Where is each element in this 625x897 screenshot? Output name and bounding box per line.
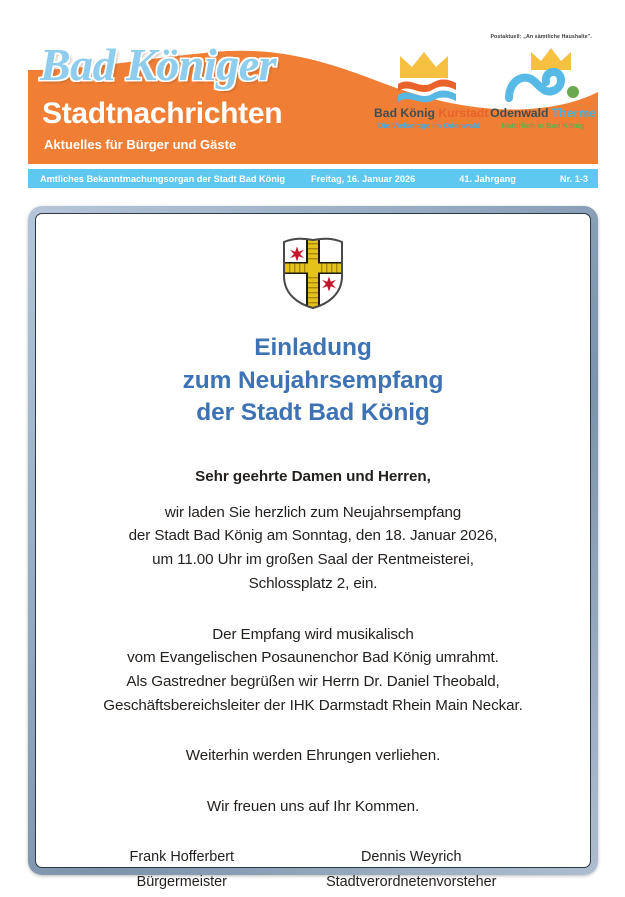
signature-mayor-name: Frank Hofferbert bbox=[129, 848, 235, 865]
paragraph-1-line-2: der Stadt Bad König am Sonntag, den 18. Januar 2026, bbox=[128, 527, 498, 545]
masthead-title: Bad Königer bbox=[40, 39, 277, 90]
headline-line-3: der Stadt Bad König bbox=[196, 399, 430, 427]
paragraph-closing bbox=[72, 795, 554, 819]
masthead-subtitle: Stadtnachrichten bbox=[42, 97, 283, 130]
paragraph-1-line-4: Schlossplatz 2, ein. bbox=[248, 574, 378, 592]
salutation: Sehr geehrte Damen und Herren, bbox=[195, 467, 431, 485]
headline-line-2: zum Neujahrsempfang bbox=[182, 366, 444, 394]
info-bar-volume: 41. Jahrgang bbox=[459, 173, 516, 184]
invitation-article bbox=[36, 214, 590, 895]
content-frame-inner bbox=[35, 213, 591, 890]
paragraph-2-line-4: Geschäftsbereichsleiter der IHK Darmstadt Rhein Main Neckar. bbox=[103, 696, 523, 714]
paragraph-programme bbox=[72, 623, 554, 718]
signature-mayor-role: Bürgermeister bbox=[136, 873, 227, 890]
masthead-tagline: Aktuelles für Bürger und Gäste bbox=[44, 137, 237, 152]
info-bar-number: Nr. 1-3 bbox=[559, 173, 588, 184]
crown-waves-icon bbox=[374, 44, 484, 106]
signature-chairman-role: Stadtverordnetenvorsteher bbox=[326, 873, 497, 890]
paragraph-honours bbox=[72, 744, 554, 768]
paragraph-invitation bbox=[72, 501, 554, 596]
signature-chairman bbox=[326, 845, 496, 895]
signature-block bbox=[72, 845, 554, 895]
paragraph-3-line-1: Weiterhin werden Ehrungen verliehen. bbox=[185, 747, 441, 765]
logo-claim-kurstadt: Die Vielseitige im Odenwald bbox=[377, 121, 481, 131]
page-title bbox=[72, 332, 554, 430]
paragraph-4-line-1: Wir freuen uns auf Ihr Kommen. bbox=[206, 798, 420, 816]
logo-claim-therme: Natürlich in Bad König bbox=[501, 121, 585, 131]
headline-line-1: Einladung bbox=[254, 334, 372, 361]
content-frame bbox=[28, 206, 598, 890]
bad-koenig-coat-of-arms-icon bbox=[280, 236, 346, 310]
paragraph-2-line-2: vom Evangelischen Posaunenchor Bad König umrahmt. bbox=[127, 649, 499, 667]
crown-wave-swirl-icon bbox=[488, 44, 598, 106]
masthead bbox=[28, 36, 598, 164]
partner-logos bbox=[374, 44, 598, 130]
logo-bad-koenig-kurstadt[interactable] bbox=[374, 44, 489, 131]
paragraph-2-line-3: Als Gastredner begrüßen wir Herrn Dr. Daniel Theobald, bbox=[126, 672, 500, 690]
signature-chairman-name: Dennis Weyrich bbox=[361, 848, 462, 865]
logo-name-therme: Odenwald Therme bbox=[490, 106, 596, 120]
postal-note: Postaktuell: „An sämtliche Haushalte". bbox=[490, 34, 592, 40]
signature-mayor bbox=[130, 845, 235, 895]
info-bar-date: Freitag, 16. Januar 2026 bbox=[311, 173, 416, 184]
paragraph-2-line-1: Der Empfang wird musikalisch bbox=[212, 625, 414, 643]
paragraph-1-line-3: um 11.00 Uhr im großen Saal der Rentmeisterei, bbox=[152, 551, 474, 569]
logo-odenwald-therme[interactable] bbox=[488, 44, 598, 130]
paragraph-1-line-1: wir laden Sie herzlich zum Neujahrsempfang bbox=[164, 503, 462, 521]
info-bar bbox=[28, 169, 598, 188]
logo-name-kurstadt: Bad König Kurstadt bbox=[374, 106, 489, 120]
info-bar-organ: Amtliches Bekanntmachungsorgan der Stadt Bad König bbox=[40, 173, 286, 184]
